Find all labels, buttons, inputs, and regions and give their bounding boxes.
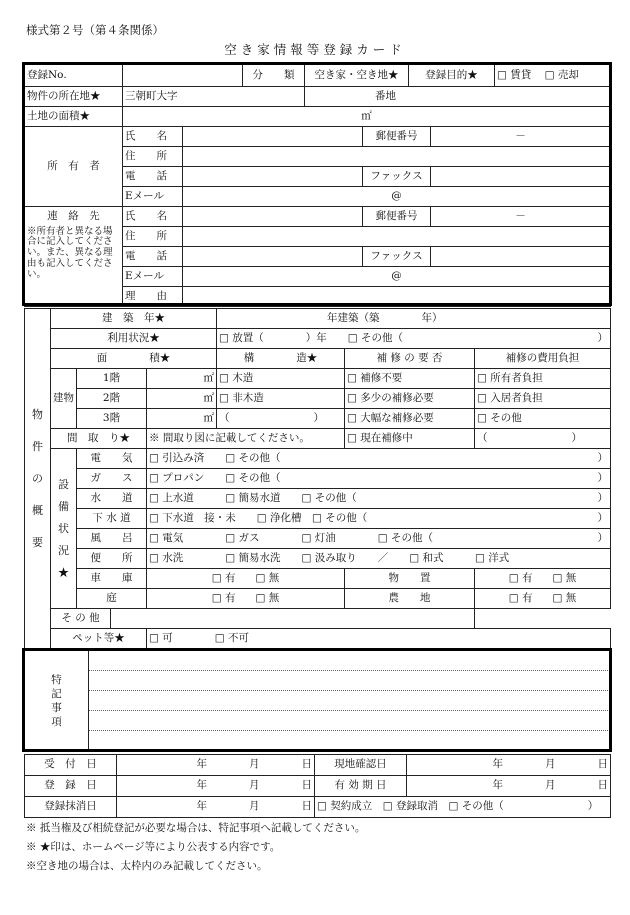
repair-header: 補 修 の 要 否 (345, 349, 475, 369)
cost-tenant[interactable]: □ 入居者負担 (475, 389, 611, 409)
postal-dash: － (515, 129, 526, 142)
special-line (89, 651, 610, 671)
floor-2-area[interactable] (147, 389, 217, 409)
purpose-options[interactable] (495, 65, 611, 87)
expiry-label: 有 効 期 日 (315, 776, 407, 797)
sewer-label: 下 水 道 (77, 509, 147, 529)
yes-option[interactable]: □ 有 (508, 571, 533, 584)
reg-no-label: 登録No. (25, 65, 123, 87)
owner-email-field[interactable] (183, 187, 611, 207)
contact-fax-label: ファックス (363, 247, 431, 267)
category-value[interactable]: 空き家・空き地★ (305, 65, 409, 87)
purpose-rent[interactable]: □ 賃貸 (497, 68, 532, 81)
form-number: 様式第２号（第４条関係） (26, 23, 164, 37)
owner-contact-table (24, 126, 611, 307)
land-area-unit: ㎡ (361, 109, 372, 122)
floor-3-label: 3階 (77, 409, 147, 429)
reg-no-field[interactable] (123, 65, 243, 87)
close-paren: ） (597, 471, 609, 484)
contact-label: 連 絡 先 (47, 210, 100, 222)
cancel-reason[interactable]: □ 契約成立 □ 登録取消 □ その他（ ） (315, 797, 611, 818)
owner-fax-label: ファックス (363, 167, 431, 187)
contact-postal-field[interactable] (431, 207, 611, 227)
floor-2-label: 2階 (77, 389, 147, 409)
cancelled-date[interactable]: 年 月 日 (117, 797, 315, 818)
special-line (89, 711, 610, 731)
close-paren: ） (597, 451, 609, 464)
water-field[interactable] (147, 489, 611, 509)
contact-email-field[interactable] (183, 267, 611, 287)
floor-1-label: 1階 (77, 369, 147, 389)
special-line (89, 691, 610, 711)
layout-note: ※ 間取り図に記載してください。 (147, 429, 345, 449)
garage-label: 車 庫 (77, 569, 147, 589)
contact-note: ※所有者と異なる場合に記入してください。また、異なる理由も記入してください。 (27, 225, 113, 281)
usage-field[interactable] (217, 329, 611, 349)
contact-phone-field[interactable] (183, 247, 363, 267)
owner-email-label: Eメール (123, 187, 183, 207)
contact-reason-field[interactable] (183, 287, 611, 307)
usage-label: 利用状況★ (51, 329, 217, 349)
location-banchi: 番地 (375, 89, 396, 102)
garden-label: 庭 (77, 589, 147, 609)
farmland-label: 農 地 (345, 589, 475, 609)
gas-field[interactable] (147, 469, 611, 489)
contact-address-field[interactable] (183, 227, 611, 247)
repair-major[interactable]: □ 大幅な補修必要 (345, 409, 475, 429)
struct-other[interactable]: （ ） (217, 409, 345, 429)
special-label-text: 特記事項 (51, 673, 62, 728)
no-option[interactable]: □ 無 (255, 571, 280, 584)
electricity-field[interactable] (147, 449, 611, 469)
storage-label: 物 置 (345, 569, 475, 589)
toilet-field[interactable]: □ 水洗 □ 簡易水洗 □ 汲み取り ／ □ 和式 □ 洋式 (147, 549, 611, 569)
close-paren: ） (597, 511, 609, 524)
pet-label: ペット等★ (51, 629, 147, 649)
no-option[interactable]: □ 無 (552, 591, 577, 604)
purpose-sale[interactable]: □ 売却 (544, 68, 579, 81)
email-at: @ (391, 269, 402, 282)
sqm-unit: ㎡ (203, 371, 214, 384)
floor-3-area[interactable] (147, 409, 217, 429)
sqm-unit: ㎡ (203, 411, 214, 424)
built-year-field[interactable]: 年建築（築 年） (217, 309, 611, 329)
sewer-options: □ 下水道 接・未 □ 浄化槽 □ その他（ (149, 511, 368, 524)
owner-postal-field[interactable] (431, 127, 611, 147)
contact-email-label: Eメール (123, 267, 183, 287)
equipment-label: 設備状況★ (51, 449, 77, 609)
struct-wood[interactable]: □ 木造 (217, 369, 345, 389)
farmland-field[interactable] (475, 589, 611, 609)
special-line (89, 671, 610, 691)
owner-name-field[interactable] (183, 127, 363, 147)
close-paren: ） (597, 531, 609, 544)
pet-field[interactable]: □ 可 □ 不可 (147, 629, 611, 649)
yes-option[interactable]: □ 有 (508, 591, 533, 604)
gas-label: ガ ス (77, 469, 147, 489)
struct-nonwood[interactable]: □ 非木造 (217, 389, 345, 409)
special-field[interactable] (89, 651, 611, 751)
purpose-label: 登録目的★ (409, 65, 495, 87)
usage-close: ） (597, 331, 609, 344)
contact-cell (25, 207, 123, 307)
owner-fax-field[interactable] (431, 167, 611, 187)
overview-table (24, 308, 611, 649)
note-1: ※ 抵当権及び相続登記が必要な場合は、特記事項へ記載してください。 (26, 822, 366, 834)
email-at: @ (391, 189, 402, 202)
location-town: 三朝町大字 (123, 87, 305, 107)
contact-postal-label: 郵便番号 (363, 207, 431, 227)
owner-name-label: 氏 名 (123, 127, 183, 147)
repair-ongoing[interactable]: □ 現在補修中 (345, 429, 475, 449)
registration-table (24, 64, 611, 127)
building-label: 建物 (51, 369, 77, 429)
cost-other[interactable]: □ その他 (475, 409, 611, 429)
postal-dash: － (515, 209, 526, 222)
contact-reason-label: 理 由 (123, 287, 183, 307)
area-header: 面 積★ (51, 349, 217, 369)
electricity-options: □ 引込み済 □ その他（ (149, 451, 281, 464)
expiry-date[interactable]: 年 月 日 (407, 776, 611, 797)
close-paren: ） (597, 491, 609, 504)
floor-1-area[interactable] (147, 369, 217, 389)
overview-side-label: 物件の概要 (25, 309, 51, 649)
contact-name-label: 氏 名 (123, 207, 183, 227)
storage-field[interactable] (475, 569, 611, 589)
bath-field[interactable] (147, 529, 611, 549)
repair-none[interactable]: □ 補修不要 (345, 369, 475, 389)
special-label (25, 651, 89, 751)
received-date[interactable]: 年 月 日 (117, 755, 315, 776)
yes-option[interactable]: □ 有 (211, 591, 236, 604)
other-equip-label: そ の 他 (51, 609, 111, 629)
built-year-label: 建 築 年★ (51, 309, 217, 329)
special-notes-table (24, 650, 611, 751)
structure-header: 構 造★ (217, 349, 345, 369)
contact-fax-field[interactable] (431, 247, 611, 267)
toilet-label: 便 所 (77, 549, 147, 569)
registered-label: 登 録 日 (25, 776, 117, 797)
location-field[interactable] (305, 87, 611, 107)
land-area-label: 土地の面積★ (25, 107, 123, 127)
category-label: 分 類 (243, 65, 305, 87)
cost-owner[interactable]: □ 所有者負担 (475, 369, 611, 389)
owner-postal-label: 郵便番号 (363, 127, 431, 147)
other-equip-field[interactable] (111, 609, 475, 629)
owner-address-field[interactable] (183, 147, 611, 167)
land-area-field[interactable] (123, 107, 611, 127)
water-label: 水 道 (77, 489, 147, 509)
contact-name-field[interactable] (183, 207, 363, 227)
site-check-label: 現地確認日 (315, 755, 407, 776)
repair-some[interactable]: □ 多少の補修必要 (345, 389, 475, 409)
location-label: 物件の所在地★ (25, 87, 123, 107)
form-title: 空き家情報等登録カード (224, 42, 406, 57)
registered-date[interactable]: 年 月 日 (117, 776, 315, 797)
owner-phone-label: 電 話 (123, 167, 183, 187)
garden-field[interactable] (147, 589, 345, 609)
cost-header: 補修の費用負担 (475, 349, 611, 369)
received-label: 受 付 日 (25, 755, 117, 776)
cost-other-detail[interactable]: （ ） (475, 429, 611, 449)
note-2: ※ ★印は、ホームページ等により公表する内容です。 (26, 841, 281, 853)
no-option[interactable]: □ 無 (552, 571, 577, 584)
usage-value: □ 放置（ ）年 □ その他（ (219, 331, 404, 344)
owner-address-label: 住 所 (123, 147, 183, 167)
gas-options: □ プロパン □ その他（ (149, 471, 281, 484)
garage-field[interactable] (147, 569, 345, 589)
contact-address-label: 住 所 (123, 227, 183, 247)
sqm-unit: ㎡ (203, 391, 214, 404)
sewer-field[interactable] (147, 509, 611, 529)
contact-phone-label: 電 話 (123, 247, 183, 267)
layout-label: 間 取 り★ (51, 429, 147, 449)
cancelled-label: 登録抹消日 (25, 797, 117, 818)
yes-option[interactable]: □ 有 (211, 571, 236, 584)
no-option[interactable]: □ 無 (255, 591, 280, 604)
note-3: ※空き地の場合は、太枠内のみ記載してください。 (26, 860, 268, 872)
owner-phone-field[interactable] (183, 167, 363, 187)
owner-label: 所 有 者 (25, 127, 123, 207)
admin-table (24, 754, 611, 818)
bath-options: □ 電気 □ ガス □ 灯油 □ その他（ (149, 531, 434, 544)
bath-label: 風 呂 (77, 529, 147, 549)
water-options: □ 上水道 □ 簡易水道 □ その他（ (149, 491, 357, 504)
site-check-date[interactable]: 年 月 日 (407, 755, 611, 776)
electricity-label: 電 気 (77, 449, 147, 469)
